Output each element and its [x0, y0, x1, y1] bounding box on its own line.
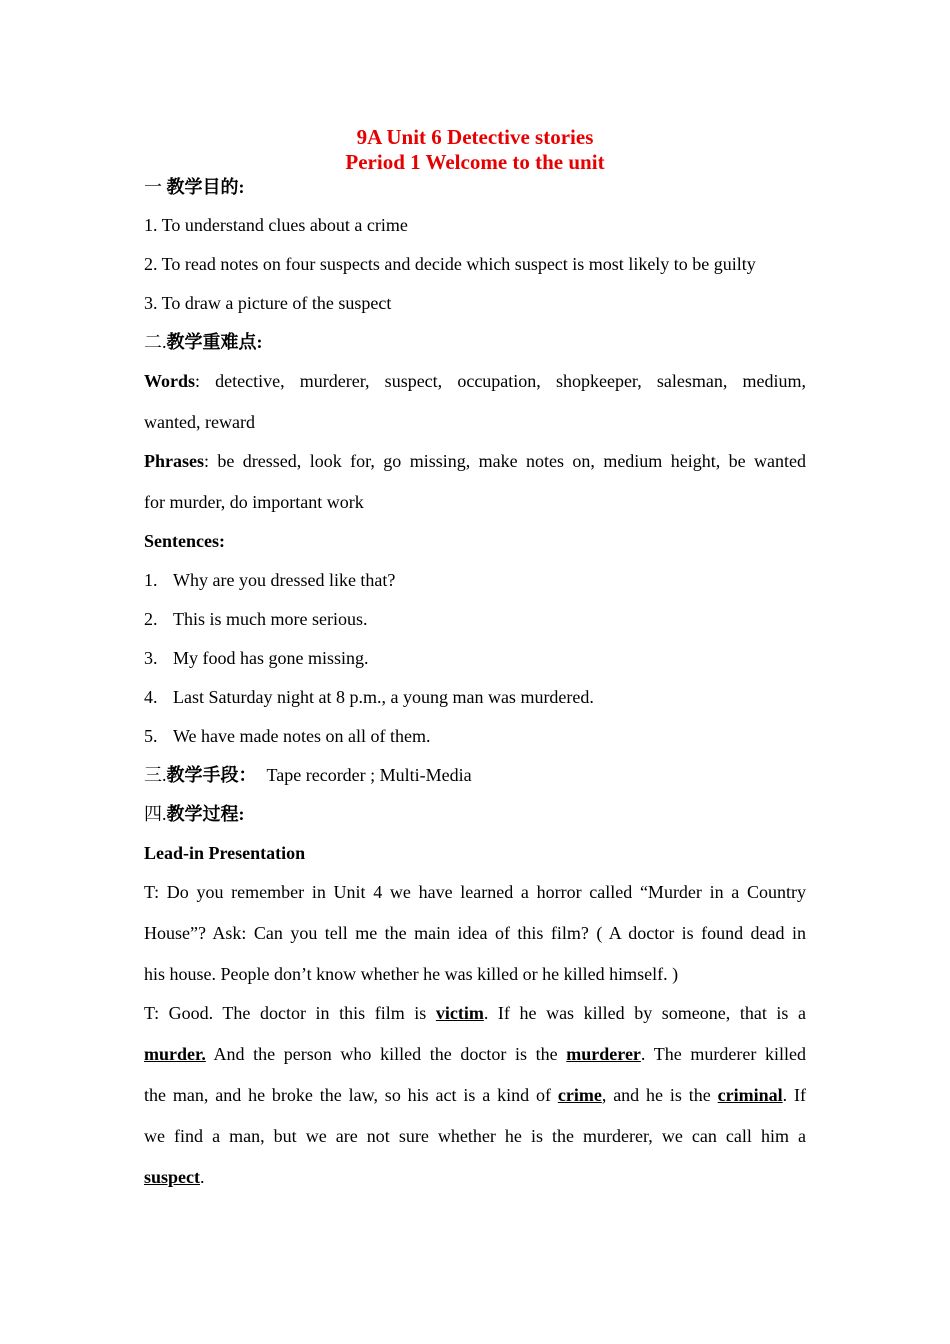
words-line: [144, 368, 806, 409]
sentence-text: Why are you dressed like that?: [173, 570, 396, 590]
sentence-number: 2.: [144, 609, 158, 629]
paragraph-line: his house. People don’t know whether he was killed or he killed himself. ): [144, 964, 679, 984]
section-heading-procedure: [144, 801, 806, 840]
keyword-criminal: criminal: [717, 1085, 783, 1105]
section-heading-teaching-aids: [144, 762, 806, 801]
sentence-text: Last Saturday night at 8 p.m., a young man was murdered.: [173, 687, 594, 707]
sentence-item: [144, 606, 806, 645]
sentence-item: [144, 645, 806, 684]
section-label: 教学过程:: [166, 804, 245, 824]
section-number: 二.: [144, 332, 167, 352]
section-label: 教学重难点:: [166, 332, 263, 352]
phrases-line: [144, 448, 806, 489]
section-heading-objectives: [144, 174, 806, 212]
words-label: Words: [144, 371, 196, 391]
sentences-label: Sentences:: [144, 531, 225, 551]
objective-item: 3. To draw a picture of the suspect: [144, 293, 392, 313]
paragraph-line: [144, 1000, 806, 1041]
sentence-item: [144, 723, 806, 762]
objective-item: 2. To read notes on four suspects and decide which suspect is most likely to be guilty: [144, 254, 756, 274]
text-run: T: Good. The doctor in this film is: [144, 1003, 436, 1023]
document-subtitle: Period 1 Welcome to the unit: [345, 150, 605, 174]
sentence-number: 4.: [144, 687, 158, 707]
sentence-number: 5.: [144, 726, 158, 746]
keyword-murder: murder.: [144, 1044, 206, 1064]
sentence-item: [144, 684, 806, 723]
document-title: 9A Unit 6 Detective stories: [356, 125, 594, 149]
keyword-suspect: suspect: [144, 1167, 201, 1187]
text-run: And the person who killed the doctor is the: [205, 1044, 567, 1064]
lead-in-label: Lead-in Presentation: [144, 843, 306, 863]
phrases-label: Phrases: [144, 451, 204, 471]
keyword-victim: victim: [435, 1003, 484, 1023]
words-line-continued: wanted, reward: [144, 412, 255, 432]
words-list: : detective, murderer, suspect, occupation, shopkeeper, salesman, medium,: [195, 371, 806, 391]
sentence-text: This is much more serious.: [173, 609, 368, 629]
paragraph-line: T: Do you remember in Unit 4 we have learned a horror called “Murder in a Country: [144, 882, 806, 902]
lead-in-heading: [144, 840, 806, 879]
section-label: 教学手段：: [166, 765, 257, 785]
text-run: . The murderer killed: [640, 1044, 806, 1064]
phrases-line-continued: for murder, do important work: [144, 492, 364, 512]
document-body: [144, 174, 806, 1203]
sentences-heading: [144, 528, 806, 567]
sentence-text: We have made notes on all of them.: [173, 726, 431, 746]
sentence-item: [144, 567, 806, 606]
paragraph-line: we find a man, but we are not sure whether he is the murderer, we can call him a: [144, 1126, 806, 1146]
section-number: 一: [144, 177, 162, 197]
text-run: .: [200, 1167, 205, 1187]
objective-item: 1. To understand clues about a crime: [144, 215, 408, 235]
section-heading-key-points: [144, 329, 806, 368]
keyword-murderer: murderer: [566, 1044, 641, 1064]
sentence-text: My food has gone missing.: [173, 648, 369, 668]
teaching-aids-value: Tape recorder ; Multi-Media: [266, 765, 472, 785]
sentence-number: 3.: [144, 648, 158, 668]
text-run: , and he is the: [601, 1085, 718, 1105]
text-run: . If he was killed by someone, that is a: [483, 1003, 806, 1023]
paragraph-line: [144, 1082, 806, 1123]
section-number: 三.: [144, 765, 167, 785]
text-run: . If: [782, 1085, 806, 1105]
text-run: the man, and he broke the law, so his act is a kind of: [144, 1085, 558, 1105]
section-label: 教学目的:: [166, 177, 245, 197]
section-number: 四.: [144, 804, 167, 824]
phrases-list: : be dressed, look for, go missing, make notes on, medium height, be wanted: [204, 451, 806, 471]
paragraph-line: [144, 1164, 806, 1203]
paragraph-line: House”? Ask: Can you tell me the main idea of this film? ( A doctor is found dead in: [144, 923, 806, 943]
keyword-crime: crime: [557, 1085, 602, 1105]
sentence-number: 1.: [144, 570, 158, 590]
paragraph-line: [144, 1041, 806, 1082]
